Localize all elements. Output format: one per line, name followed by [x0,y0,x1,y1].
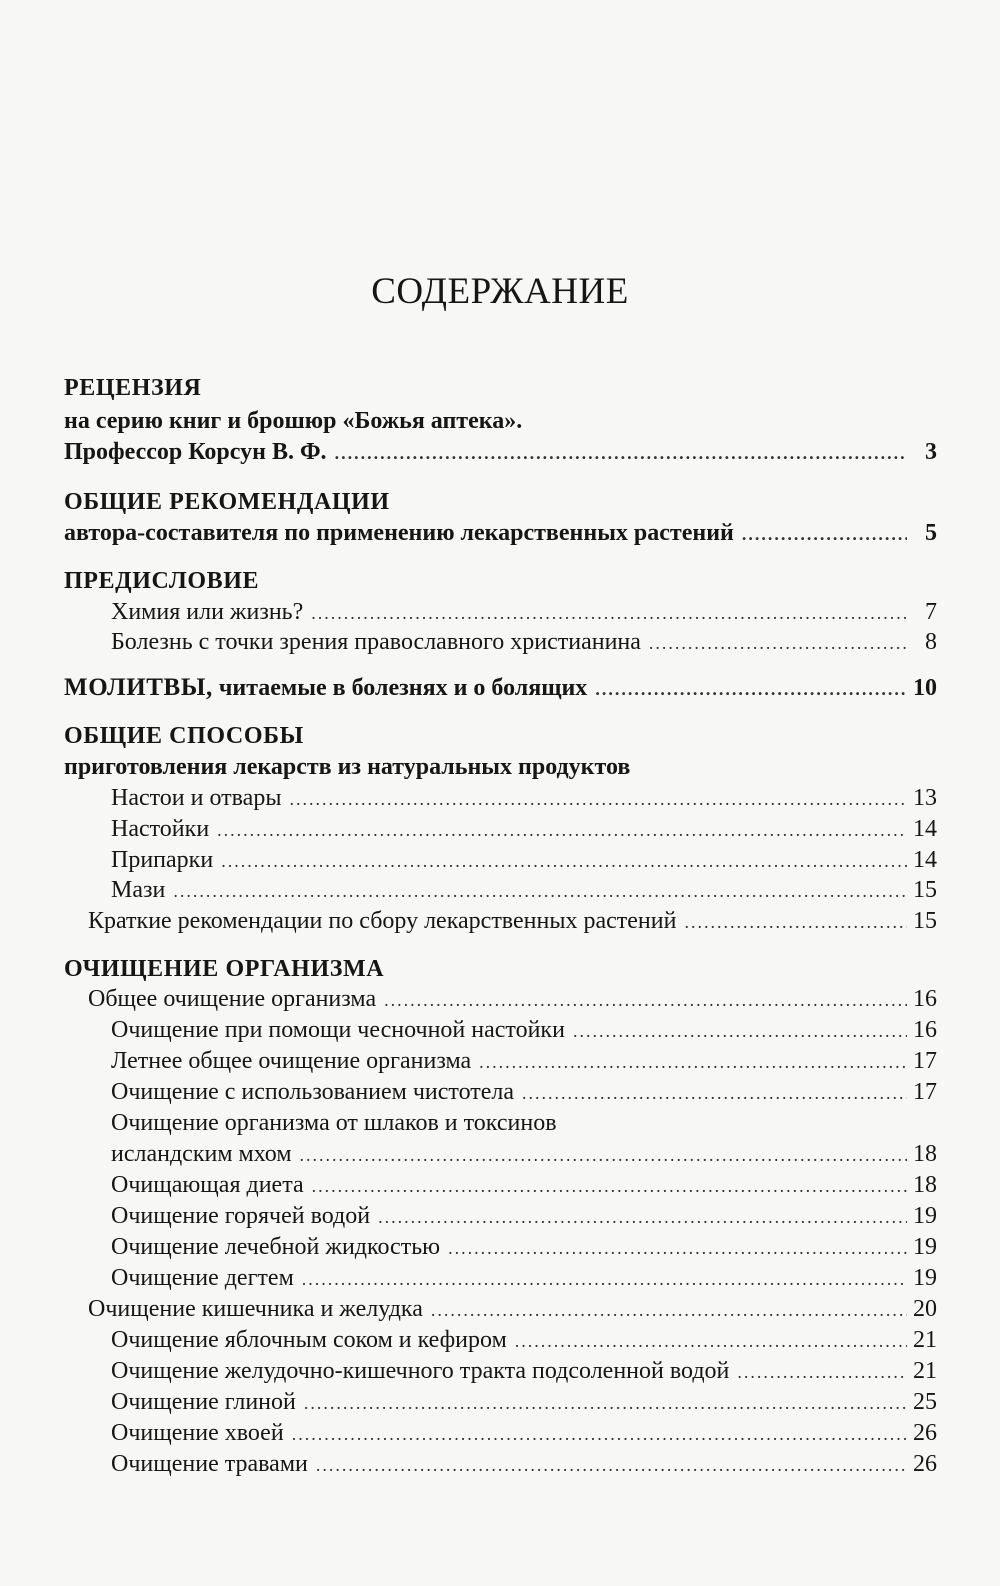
section-heading-preface: ПРЕДИСЛОВИЕ [64,568,260,594]
dot-leader [378,1201,907,1233]
toc-entry [111,1417,937,1449]
dot-leader [300,1139,907,1171]
entry-text: Очищение горячей водой [111,1203,371,1229]
toc-entry [111,1262,937,1294]
dot-leader [173,875,907,907]
dot-leader [515,1325,907,1357]
section-heading-methods: ОБЩИЕ СПОСОБЫ [64,723,304,749]
dot-leader [217,814,907,846]
entry-text: Очищение хвоей [111,1420,284,1446]
entry-text: Очищение дегтем [111,1265,294,1291]
entry-text-rest: читаемые в болезнях и о болящих [218,675,588,701]
page-number: 19 [913,1203,937,1229]
review-subtitle: на серию книг и брошюр «Божья аптека». [64,408,523,434]
toc-entry [88,1293,937,1325]
dot-leader [221,845,907,877]
page-number: 14 [913,847,937,873]
page-number: 21 [913,1358,937,1384]
page-number: 7 [925,599,937,625]
toc-entry [111,626,937,658]
dot-leader [289,783,907,815]
page-number: 18 [913,1141,937,1167]
dot-leader [684,906,907,938]
toc-entry [111,844,937,876]
dot-leader [431,1294,907,1326]
entry-text: Настои и отвары [111,785,282,811]
entry-text: Очищение глиной [111,1389,296,1415]
dot-leader [384,984,907,1016]
page-number: 17 [913,1048,937,1074]
entry-text: Летнее общее очищение организма [111,1048,472,1074]
entry-text: Очищающая диета [111,1172,304,1198]
dot-leader [302,1263,907,1295]
page-number: 26 [913,1420,937,1446]
entry-text: Очищение лечебной жидкостью [111,1234,441,1260]
toc-entry [88,905,937,937]
entry-text: исландским мхом [111,1141,292,1167]
page-number: 25 [913,1389,937,1415]
section-heading-cleansing: ОЧИЩЕНИЕ ОРГАНИЗМА [64,956,385,982]
section-heading-general-recommendations: ОБЩИЕ РЕКОМЕНДАЦИИ [64,489,390,515]
dot-leader [649,627,907,659]
entry-text: Очищение с использованием чистотела [111,1079,515,1105]
toc-entry [111,1014,937,1046]
page-number: 10 [913,675,937,701]
dot-leader [522,1077,907,1109]
toc-entry [111,1448,937,1480]
dot-leader [311,597,907,629]
entry-text [64,672,587,704]
toc-entry [64,436,937,468]
dot-leader [448,1232,907,1264]
dot-leader [479,1046,907,1078]
page-number: 3 [925,439,937,465]
page-number: 17 [913,1079,937,1105]
entry-text: Общее очищение организма [88,986,377,1012]
page-number: 20 [913,1296,937,1322]
entry-text: Очищение яблочным соком и кефиром [111,1327,507,1353]
page-number: 19 [913,1234,937,1260]
page-number: 26 [913,1451,937,1477]
entry-text: Очищение при помощи чесночной настойки [111,1017,565,1043]
dot-leader [573,1015,907,1047]
page-number: 14 [913,816,937,842]
toc-entry [111,1169,937,1201]
section-heading-review: РЕЦЕНЗИЯ [64,375,202,401]
entry-text: Профессор Корсун В. Ф. [64,439,327,465]
page-number: 19 [913,1265,937,1291]
entry-text: Припарки [111,847,214,873]
toc-entry [111,874,937,906]
page-number: 16 [913,986,937,1012]
page-number: 5 [925,520,937,546]
toc-entry [111,1386,937,1418]
toc-entry [111,1355,937,1387]
toc-entry [111,813,937,845]
dot-leader [292,1418,907,1450]
dot-leader [742,518,907,550]
dot-leader [316,1449,907,1481]
dot-leader [737,1356,907,1388]
entry-text: Настойки [111,816,210,842]
entry-text: Очищение травами [111,1451,308,1477]
toc-entry [111,1324,937,1356]
dot-leader [312,1170,907,1202]
page-number: 8 [925,629,937,655]
page-number: 13 [913,785,937,811]
toc-entry [64,517,937,549]
entry-text: Химия или жизнь? [111,599,304,625]
toc-entry [111,1076,937,1108]
toc-entry [111,1200,937,1232]
entry-text: автора-составителя по применению лекарственных растений [64,520,734,546]
page-number: 15 [913,908,937,934]
page-number: 21 [913,1327,937,1353]
page-number: 16 [913,1017,937,1043]
toc-entry [88,983,937,1015]
entry-heading-word: МОЛИТВЫ, [64,674,213,701]
dot-leader [304,1387,907,1419]
toc-entry [111,1138,937,1170]
toc-entry [111,782,937,814]
entry-text: Болезнь с точки зрения православного христианина [111,629,641,655]
entry-text: Очищение кишечника и желудка [88,1296,423,1322]
toc-entry-prayers [64,672,937,704]
methods-subtitle: приготовления лекарств из натуральных продуктов [64,754,631,780]
toc-entry [111,596,937,628]
entry-text: Краткие рекомендации по сбору лекарственных растений [88,908,677,934]
dot-leader [595,673,907,705]
page-number: 18 [913,1172,937,1198]
entry-text-line1: Очищение организма от шлаков и токсинов [111,1110,557,1136]
dot-leader [335,437,907,469]
toc-entry [111,1231,937,1263]
toc-title: СОДЕРЖАНИЕ [371,271,629,312]
page-number: 15 [913,877,937,903]
toc-entry [111,1045,937,1077]
entry-text: Очищение желудочно-кишечного тракта подсоленной водой [111,1358,730,1384]
entry-text: Мази [111,877,166,903]
